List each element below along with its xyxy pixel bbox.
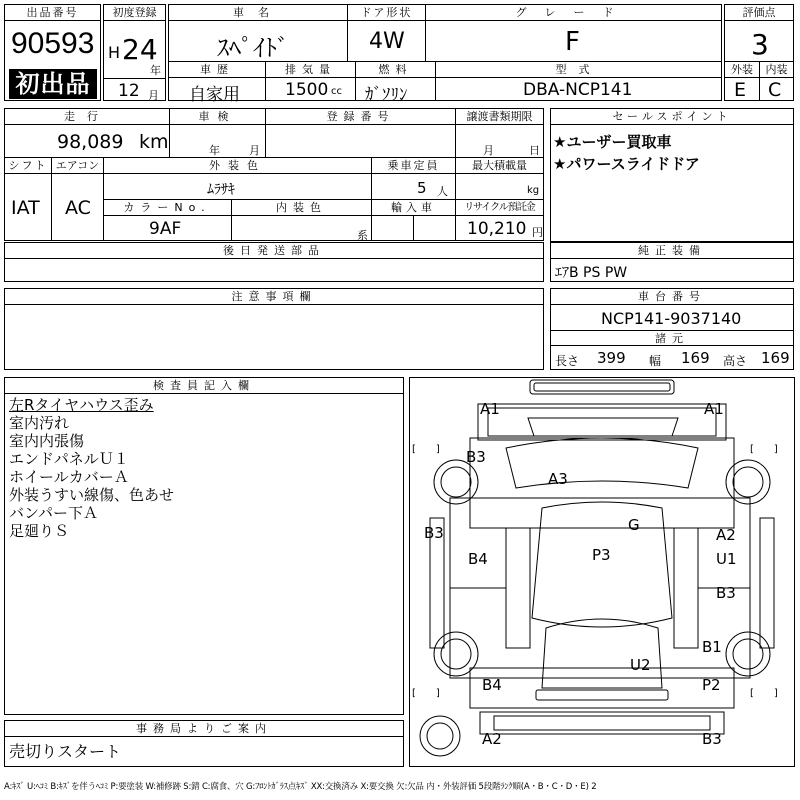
grade: F <box>565 27 580 57</box>
equipment: ｴｱB PS PW <box>555 265 628 281</box>
inspector-line: 左Rタイヤハウス歪み <box>9 396 154 414</box>
insp-year-unit: 年 <box>209 144 220 157</box>
chassis-box <box>550 288 794 370</box>
height: 169 <box>761 349 790 367</box>
reg-no-label: 登録番号 <box>265 109 455 125</box>
notes-box <box>4 288 544 370</box>
model-code: DBA-NCP141 <box>523 80 633 100</box>
inspector-line: 室内汚れ <box>9 414 70 432</box>
damage-mark: B3 <box>702 730 722 748</box>
month-unit: 月 <box>148 89 159 102</box>
damage-mark: G <box>628 516 640 534</box>
diagram-bracket: [ ] <box>412 688 440 699</box>
capacity-unit: 人 <box>437 185 448 198</box>
car-outline-drawing <box>410 378 794 766</box>
damage-mark: B4 <box>482 676 502 694</box>
chassis-number: NCP141-9037140 <box>601 309 742 328</box>
import-label: 輸入車 <box>371 200 455 216</box>
model-label: 型式 <box>435 62 721 78</box>
exterior-grade: E <box>734 79 747 101</box>
spec-box <box>4 108 544 241</box>
ext-color-label: 外装色 <box>103 158 371 174</box>
history-label: 車歴 <box>169 62 265 78</box>
mileage-label: 走行 <box>5 109 169 125</box>
interior-grade: C <box>768 79 782 101</box>
lot-label: 出品番号 <box>5 5 100 21</box>
damage-mark: A3 <box>548 470 568 488</box>
int-color-label: 内装色 <box>231 200 371 216</box>
car-name-box <box>168 4 722 105</box>
office-box <box>4 720 404 767</box>
damage-mark: A1 <box>704 400 724 418</box>
km-unit: km <box>139 131 169 153</box>
kg-unit: kg <box>527 185 540 196</box>
inspector-line: 足廻りＳ <box>9 522 70 540</box>
lot-box <box>4 4 101 101</box>
history: 自家用 <box>189 85 240 105</box>
damage-mark: B3 <box>424 524 444 542</box>
score-box <box>724 4 794 101</box>
notes-label: 注意事項欄 <box>5 289 543 305</box>
door-type: 4W <box>369 29 405 54</box>
office-label: 事務局よりご案内 <box>5 721 403 737</box>
shift-label: シフト <box>5 158 51 174</box>
damage-legend: A:ｷｽﾞ U:ﾍｺﾐ B:ｷｽﾞを伴うﾍｺﾐ P:要塗装 W:補修跡 S:錆 C:腐食、穴 G:ﾌﾛﾝﾄｶﾞﾗｽ点ｷｽﾞ XX:交換済み X:要交換 欠:欠品 内・外装評価 5段階ﾗﾝｸ順(A・B・C・D・E) 2 <box>4 782 597 792</box>
fuel: ｶﾞｿﾘﾝ <box>365 85 408 105</box>
color-no: 9AF <box>149 219 182 239</box>
sales-points-label: セールスポイント <box>551 109 793 125</box>
damage-mark: A1 <box>480 400 500 418</box>
docs-day-unit: 日 <box>529 144 540 157</box>
insp-month-unit: 月 <box>249 144 260 157</box>
displacement-label: 排気量 <box>265 62 355 78</box>
exterior-grade-label: 外装 <box>725 62 759 78</box>
diagram-bracket: [ ] <box>412 444 440 455</box>
diagram-bracket: [ ] <box>750 444 778 455</box>
year-unit: 年 <box>150 64 161 77</box>
sales-points-box <box>550 108 794 242</box>
transfer-docs-label: 譲渡書類期限 <box>455 109 543 125</box>
inspector-line: 室内内張傷 <box>9 432 85 450</box>
capacity: 5 <box>417 179 427 197</box>
damage-mark: U2 <box>630 656 651 674</box>
later-parts-box <box>4 242 544 282</box>
equipment-box <box>550 242 794 282</box>
inspection-label: 車検 <box>169 109 265 125</box>
width: 169 <box>681 349 710 367</box>
damage-mark: U1 <box>716 550 737 568</box>
office-message: 売切りスタート <box>9 742 122 761</box>
capacity-label: 乗車定員 <box>371 158 455 174</box>
first-reg-box <box>103 4 166 101</box>
first-reg-era: H <box>108 43 121 62</box>
displacement: 1500 <box>285 80 329 100</box>
yen-unit: 円 <box>532 226 543 239</box>
first-listing-badge: 初出品 <box>9 69 97 99</box>
recycle-fee: 10,210 <box>467 219 527 239</box>
color-no-label: カラーNo. <box>103 200 231 216</box>
mileage: 98,089 <box>57 131 124 153</box>
damage-mark: P3 <box>592 546 611 564</box>
car-name-label: 車名 <box>169 5 347 21</box>
cc-unit: cc <box>331 86 342 97</box>
shift: IAT <box>11 197 40 219</box>
inspector-line: 外装うすい線傷、色あせ <box>9 486 175 504</box>
damage-mark: B4 <box>468 550 488 568</box>
diagram-bracket: [ ] <box>750 688 778 699</box>
length-label: 長さ <box>555 354 580 368</box>
first-reg-label: 初度登録 <box>104 5 165 21</box>
width-label: 幅 <box>649 354 662 368</box>
aircon-label: エアコン <box>51 158 103 174</box>
car-diagram <box>409 377 795 767</box>
interior-grade-label: 内装 <box>759 62 793 78</box>
score: 3 <box>751 28 769 61</box>
first-reg-year: 24 <box>122 33 158 66</box>
inspector-line: エンドパネルＵ１ <box>9 450 129 468</box>
height-label: 高さ <box>723 354 748 368</box>
car-name: ｽﾍﾟｲﾄﾞ <box>217 34 289 62</box>
damage-mark: A2 <box>482 730 502 748</box>
equipment-label: 純正装備 <box>551 243 793 259</box>
ext-color: ﾑﾗｻｷ <box>207 182 235 198</box>
first-reg-month: 12 <box>118 81 140 101</box>
sales-point-2: ★パワースライドドア <box>553 155 700 173</box>
inspector-box <box>4 377 404 715</box>
aircon: AC <box>65 197 91 219</box>
fuel-label: 燃料 <box>355 62 435 78</box>
damage-mark: A2 <box>716 526 736 544</box>
damage-mark: P2 <box>702 676 721 694</box>
inspector-line: ホイールカバーＡ <box>9 468 129 486</box>
docs-month-unit: 月 <box>483 144 494 157</box>
sales-point-1: ★ユーザー買取車 <box>553 133 672 151</box>
chassis-label: 車台番号 <box>551 289 793 305</box>
lot-number: 90593 <box>11 27 95 60</box>
later-parts-label: 後日発送部品 <box>5 243 543 259</box>
max-load-label: 最大積載量 <box>455 158 543 174</box>
grade-label: グレード <box>425 5 721 21</box>
length: 399 <box>597 349 626 367</box>
damage-mark: B3 <box>466 448 486 466</box>
damage-mark: B1 <box>702 638 722 656</box>
score-label: 評価点 <box>725 5 793 21</box>
damage-mark: B3 <box>716 584 736 602</box>
recycle-label: リサイクル預託金 <box>455 200 543 216</box>
dims-label: 諸元 <box>551 330 793 346</box>
inspector-line: バンパー下Ａ <box>9 504 98 522</box>
inspector-label: 検査員記入欄 <box>5 378 403 394</box>
door-label: ドア形状 <box>347 5 425 21</box>
int-color-suffix: 系 <box>357 229 368 242</box>
